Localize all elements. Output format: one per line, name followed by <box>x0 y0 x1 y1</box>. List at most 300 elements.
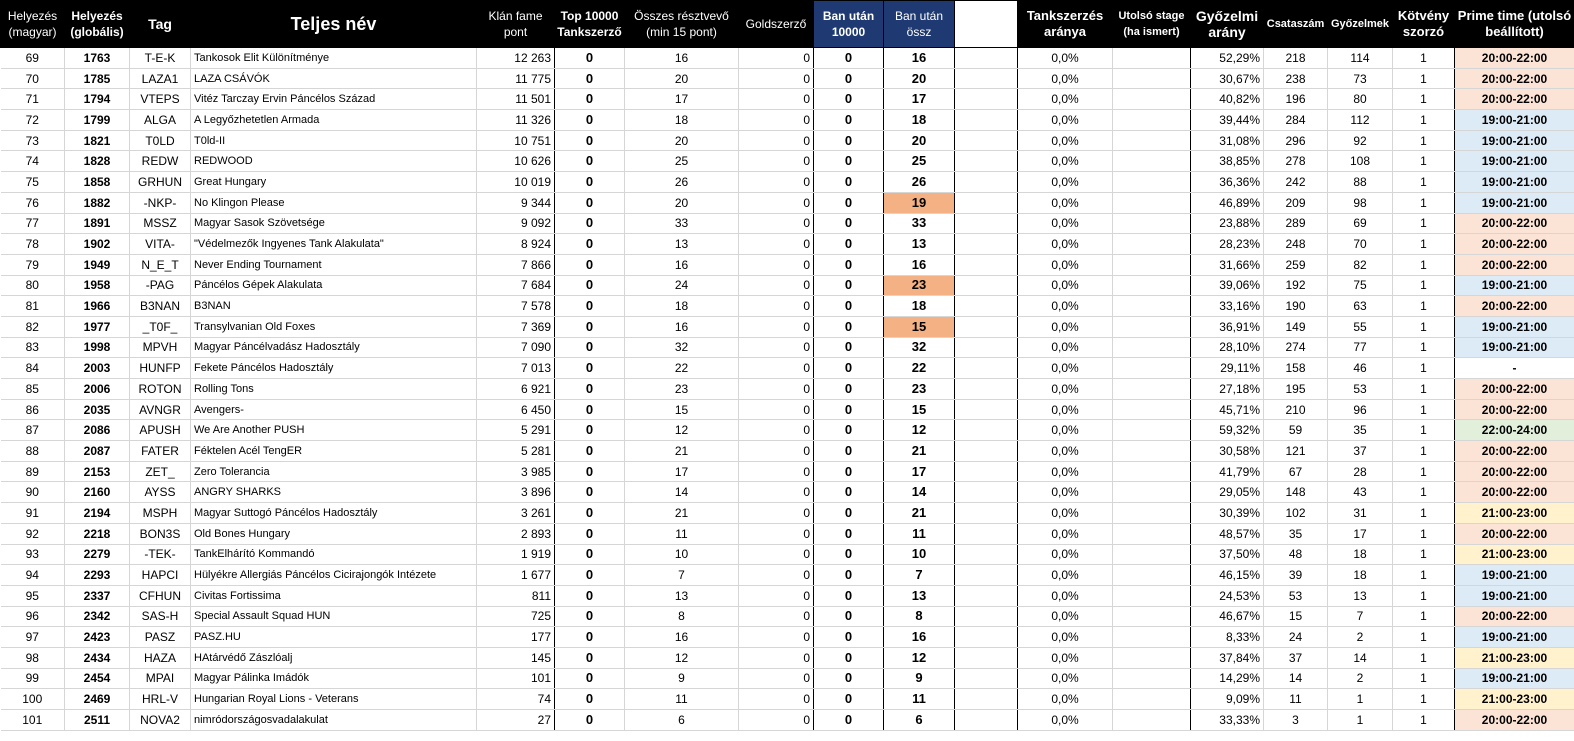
wins-cell[interactable]: 96 <box>1328 399 1393 420</box>
tank-ratio-cell[interactable]: 0,0% <box>1018 565 1113 586</box>
bond-cell[interactable]: 1 <box>1393 254 1455 275</box>
rank-hu-cell[interactable]: 83 <box>1 337 65 358</box>
tank-ratio-cell[interactable]: 0,0% <box>1018 48 1113 69</box>
participants-cell[interactable]: 6 <box>625 710 739 731</box>
table-row[interactable] <box>1 358 1574 379</box>
battles-cell[interactable]: 121 <box>1264 441 1328 462</box>
fame-cell[interactable]: 7 090 <box>477 337 555 358</box>
blank-cell[interactable] <box>955 523 1018 544</box>
top10000-cell[interactable]: 0 <box>555 482 625 503</box>
win-ratio-cell[interactable]: 30,58% <box>1191 441 1264 462</box>
bond-cell[interactable]: 1 <box>1393 523 1455 544</box>
tank-ratio-cell[interactable]: 0,0% <box>1018 420 1113 441</box>
fame-cell[interactable]: 7 578 <box>477 296 555 317</box>
rank-hu-cell[interactable]: 90 <box>1 482 65 503</box>
rank-global-cell[interactable]: 1958 <box>65 275 130 296</box>
participants-cell[interactable]: 8 <box>625 606 739 627</box>
participants-cell[interactable]: 32 <box>625 337 739 358</box>
table-row[interactable] <box>1 441 1574 462</box>
tag-cell[interactable]: AYSS <box>130 482 191 503</box>
wins-cell[interactable]: 98 <box>1328 192 1393 213</box>
ban-all-cell[interactable]: 18 <box>884 110 955 131</box>
full-name-cell[interactable]: Féktelen Acél TengER <box>191 441 477 462</box>
ban-top-cell[interactable]: 0 <box>814 482 884 503</box>
last-stage-cell[interactable] <box>1113 48 1191 69</box>
top10000-cell[interactable]: 0 <box>555 316 625 337</box>
ban-top-cell[interactable]: 0 <box>814 275 884 296</box>
last-stage-cell[interactable] <box>1113 89 1191 110</box>
full-name-cell[interactable]: T0ld-II <box>191 130 477 151</box>
tank-ratio-cell[interactable]: 0,0% <box>1018 441 1113 462</box>
top10000-cell[interactable]: 0 <box>555 668 625 689</box>
header-ban-top[interactable]: Ban után 10000 <box>814 1 884 48</box>
table-row[interactable] <box>1 606 1574 627</box>
full-name-cell[interactable]: Special Assault Squad HUN <box>191 606 477 627</box>
fame-cell[interactable]: 101 <box>477 668 555 689</box>
win-ratio-cell[interactable]: 31,08% <box>1191 130 1264 151</box>
participants-cell[interactable]: 18 <box>625 110 739 131</box>
wins-cell[interactable]: 17 <box>1328 523 1393 544</box>
full-name-cell[interactable]: Transylvanian Old Foxes <box>191 316 477 337</box>
top10000-cell[interactable]: 0 <box>555 337 625 358</box>
full-name-cell[interactable]: Magyar Páncélvadász Hadosztály <box>191 337 477 358</box>
blank-cell[interactable] <box>955 68 1018 89</box>
last-stage-cell[interactable] <box>1113 358 1191 379</box>
wins-cell[interactable]: 108 <box>1328 151 1393 172</box>
ban-top-cell[interactable]: 0 <box>814 296 884 317</box>
header-participants[interactable]: Összes résztvevő (min 15 pont) <box>625 1 739 48</box>
fame-cell[interactable]: 7 866 <box>477 254 555 275</box>
blank-cell[interactable] <box>955 585 1018 606</box>
gold-cell[interactable]: 0 <box>739 627 814 648</box>
fame-cell[interactable]: 3 896 <box>477 482 555 503</box>
gold-cell[interactable]: 0 <box>739 503 814 524</box>
ban-all-cell[interactable]: 9 <box>884 668 955 689</box>
fame-cell[interactable]: 145 <box>477 647 555 668</box>
battles-cell[interactable]: 248 <box>1264 234 1328 255</box>
participants-cell[interactable]: 10 <box>625 544 739 565</box>
win-ratio-cell[interactable]: 39,44% <box>1191 110 1264 131</box>
battles-cell[interactable]: 59 <box>1264 420 1328 441</box>
header-rank-hu[interactable]: Helyezés (magyar) <box>1 1 65 48</box>
fame-cell[interactable]: 3 261 <box>477 503 555 524</box>
prime-time-cell[interactable]: 20:00-22:00 <box>1455 482 1574 503</box>
full-name-cell[interactable]: We Are Another PUSH <box>191 420 477 441</box>
wins-cell[interactable]: 18 <box>1328 565 1393 586</box>
rank-global-cell[interactable]: 1858 <box>65 172 130 193</box>
blank-cell[interactable] <box>955 316 1018 337</box>
win-ratio-cell[interactable]: 23,88% <box>1191 213 1264 234</box>
prime-time-cell[interactable]: 20:00-22:00 <box>1455 523 1574 544</box>
bond-cell[interactable]: 1 <box>1393 647 1455 668</box>
blank-cell[interactable] <box>955 130 1018 151</box>
blank-cell[interactable] <box>955 565 1018 586</box>
tank-ratio-cell[interactable]: 0,0% <box>1018 710 1113 731</box>
tag-cell[interactable]: ZET_ <box>130 461 191 482</box>
participants-cell[interactable]: 17 <box>625 461 739 482</box>
prime-time-cell[interactable]: 20:00-22:00 <box>1455 441 1574 462</box>
tank-ratio-cell[interactable]: 0,0% <box>1018 523 1113 544</box>
wins-cell[interactable]: 13 <box>1328 585 1393 606</box>
tank-ratio-cell[interactable]: 0,0% <box>1018 172 1113 193</box>
battles-cell[interactable]: 192 <box>1264 275 1328 296</box>
bond-cell[interactable]: 1 <box>1393 399 1455 420</box>
rank-global-cell[interactable]: 1902 <box>65 234 130 255</box>
battles-cell[interactable]: 37 <box>1264 647 1328 668</box>
ban-all-cell[interactable]: 13 <box>884 585 955 606</box>
ban-all-cell[interactable]: 12 <box>884 647 955 668</box>
tag-cell[interactable]: CFHUN <box>130 585 191 606</box>
bond-cell[interactable]: 1 <box>1393 130 1455 151</box>
table-row[interactable] <box>1 192 1574 213</box>
prime-time-cell[interactable]: 21:00-23:00 <box>1455 544 1574 565</box>
gold-cell[interactable]: 0 <box>739 130 814 151</box>
blank-cell[interactable] <box>955 647 1018 668</box>
prime-time-cell[interactable]: 20:00-22:00 <box>1455 379 1574 400</box>
rank-global-cell[interactable]: 2218 <box>65 523 130 544</box>
top10000-cell[interactable]: 0 <box>555 689 625 710</box>
last-stage-cell[interactable] <box>1113 254 1191 275</box>
blank-cell[interactable] <box>955 275 1018 296</box>
prime-time-cell[interactable]: 19:00-21:00 <box>1455 337 1574 358</box>
tank-ratio-cell[interactable]: 0,0% <box>1018 337 1113 358</box>
gold-cell[interactable]: 0 <box>739 68 814 89</box>
ban-top-cell[interactable]: 0 <box>814 565 884 586</box>
blank-cell[interactable] <box>955 337 1018 358</box>
win-ratio-cell[interactable]: 27,18% <box>1191 379 1264 400</box>
participants-cell[interactable]: 20 <box>625 68 739 89</box>
tag-cell[interactable]: PASZ <box>130 627 191 648</box>
header-tag[interactable]: Tag <box>130 1 191 48</box>
top10000-cell[interactable]: 0 <box>555 710 625 731</box>
blank-cell[interactable] <box>955 379 1018 400</box>
top10000-cell[interactable]: 0 <box>555 68 625 89</box>
ban-top-cell[interactable]: 0 <box>814 647 884 668</box>
wins-cell[interactable]: 88 <box>1328 172 1393 193</box>
rank-global-cell[interactable]: 2035 <box>65 399 130 420</box>
tank-ratio-cell[interactable]: 0,0% <box>1018 585 1113 606</box>
last-stage-cell[interactable] <box>1113 544 1191 565</box>
prime-time-cell[interactable]: 20:00-22:00 <box>1455 68 1574 89</box>
full-name-cell[interactable]: Rolling Tons <box>191 379 477 400</box>
gold-cell[interactable]: 0 <box>739 482 814 503</box>
rank-hu-cell[interactable]: 92 <box>1 523 65 544</box>
ban-all-cell[interactable]: 15 <box>884 316 955 337</box>
prime-time-cell[interactable]: 20:00-22:00 <box>1455 213 1574 234</box>
last-stage-cell[interactable] <box>1113 234 1191 255</box>
tag-cell[interactable]: N_E_T <box>130 254 191 275</box>
table-row[interactable] <box>1 110 1574 131</box>
rank-hu-cell[interactable]: 98 <box>1 647 65 668</box>
fame-cell[interactable]: 3 985 <box>477 461 555 482</box>
ban-top-cell[interactable]: 0 <box>814 234 884 255</box>
tag-cell[interactable]: -TEK- <box>130 544 191 565</box>
wins-cell[interactable]: 80 <box>1328 89 1393 110</box>
wins-cell[interactable]: 112 <box>1328 110 1393 131</box>
table-row[interactable] <box>1 585 1574 606</box>
tank-ratio-cell[interactable]: 0,0% <box>1018 668 1113 689</box>
fame-cell[interactable]: 811 <box>477 585 555 606</box>
blank-cell[interactable] <box>955 503 1018 524</box>
battles-cell[interactable]: 39 <box>1264 565 1328 586</box>
fame-cell[interactable]: 6 450 <box>477 399 555 420</box>
ban-top-cell[interactable]: 0 <box>814 151 884 172</box>
battles-cell[interactable]: 48 <box>1264 544 1328 565</box>
gold-cell[interactable]: 0 <box>739 151 814 172</box>
battles-cell[interactable]: 296 <box>1264 130 1328 151</box>
gold-cell[interactable]: 0 <box>739 523 814 544</box>
tank-ratio-cell[interactable]: 0,0% <box>1018 606 1113 627</box>
gold-cell[interactable]: 0 <box>739 441 814 462</box>
bond-cell[interactable]: 1 <box>1393 192 1455 213</box>
ban-all-cell[interactable]: 33 <box>884 213 955 234</box>
rank-global-cell[interactable]: 2279 <box>65 544 130 565</box>
full-name-cell[interactable]: Magyar Sasok Szövetsége <box>191 213 477 234</box>
tag-cell[interactable]: MPVH <box>130 337 191 358</box>
tank-ratio-cell[interactable]: 0,0% <box>1018 647 1113 668</box>
last-stage-cell[interactable] <box>1113 503 1191 524</box>
battles-cell[interactable]: 274 <box>1264 337 1328 358</box>
tag-cell[interactable]: -PAG <box>130 275 191 296</box>
last-stage-cell[interactable] <box>1113 565 1191 586</box>
gold-cell[interactable]: 0 <box>739 110 814 131</box>
wins-cell[interactable]: 1 <box>1328 689 1393 710</box>
participants-cell[interactable]: 20 <box>625 130 739 151</box>
battles-cell[interactable]: 190 <box>1264 296 1328 317</box>
battles-cell[interactable]: 158 <box>1264 358 1328 379</box>
rank-global-cell[interactable]: 1763 <box>65 48 130 69</box>
win-ratio-cell[interactable]: 45,71% <box>1191 399 1264 420</box>
ban-all-cell[interactable]: 10 <box>884 544 955 565</box>
bond-cell[interactable]: 1 <box>1393 689 1455 710</box>
top10000-cell[interactable]: 0 <box>555 420 625 441</box>
last-stage-cell[interactable] <box>1113 461 1191 482</box>
fame-cell[interactable]: 11 326 <box>477 110 555 131</box>
prime-time-cell[interactable]: 20:00-22:00 <box>1455 89 1574 110</box>
fame-cell[interactable]: 9 092 <box>477 213 555 234</box>
prime-time-cell[interactable]: 22:00-24:00 <box>1455 420 1574 441</box>
bond-cell[interactable]: 1 <box>1393 420 1455 441</box>
rank-global-cell[interactable]: 1794 <box>65 89 130 110</box>
header-fame[interactable]: Klán fame pont <box>477 1 555 48</box>
battles-cell[interactable]: 284 <box>1264 110 1328 131</box>
top10000-cell[interactable]: 0 <box>555 234 625 255</box>
tag-cell[interactable]: T-E-K <box>130 48 191 69</box>
participants-cell[interactable]: 22 <box>625 358 739 379</box>
ban-all-cell[interactable]: 25 <box>884 151 955 172</box>
win-ratio-cell[interactable]: 36,91% <box>1191 316 1264 337</box>
participants-cell[interactable]: 24 <box>625 275 739 296</box>
full-name-cell[interactable]: Vitéz Tarczay Ervin Páncélos Század <box>191 89 477 110</box>
ban-all-cell[interactable]: 14 <box>884 482 955 503</box>
ban-all-cell[interactable]: 6 <box>884 710 955 731</box>
win-ratio-cell[interactable]: 38,85% <box>1191 151 1264 172</box>
last-stage-cell[interactable] <box>1113 689 1191 710</box>
prime-time-cell[interactable]: 20:00-22:00 <box>1455 254 1574 275</box>
battles-cell[interactable]: 242 <box>1264 172 1328 193</box>
rank-global-cell[interactable]: 1828 <box>65 151 130 172</box>
tag-cell[interactable]: NOVA2 <box>130 710 191 731</box>
tag-cell[interactable]: VITA- <box>130 234 191 255</box>
fame-cell[interactable]: 725 <box>477 606 555 627</box>
gold-cell[interactable]: 0 <box>739 234 814 255</box>
full-name-cell[interactable]: Hülyékre Allergiás Páncélos Cicirajongók Intézete <box>191 565 477 586</box>
gold-cell[interactable]: 0 <box>739 399 814 420</box>
bond-cell[interactable]: 1 <box>1393 585 1455 606</box>
full-name-cell[interactable]: PASZ.HU <box>191 627 477 648</box>
participants-cell[interactable]: 16 <box>625 627 739 648</box>
tank-ratio-cell[interactable]: 0,0% <box>1018 130 1113 151</box>
fame-cell[interactable]: 1 677 <box>477 565 555 586</box>
ban-all-cell[interactable]: 16 <box>884 254 955 275</box>
full-name-cell[interactable]: "Védelmezők Ingyenes Tank Alakulata" <box>191 234 477 255</box>
rank-hu-cell[interactable]: 99 <box>1 668 65 689</box>
blank-cell[interactable] <box>955 213 1018 234</box>
ban-top-cell[interactable]: 0 <box>814 254 884 275</box>
last-stage-cell[interactable] <box>1113 110 1191 131</box>
table-row[interactable] <box>1 689 1574 710</box>
tank-ratio-cell[interactable]: 0,0% <box>1018 358 1113 379</box>
participants-cell[interactable]: 11 <box>625 523 739 544</box>
gold-cell[interactable]: 0 <box>739 213 814 234</box>
rank-global-cell[interactable]: 2469 <box>65 689 130 710</box>
ban-top-cell[interactable]: 0 <box>814 192 884 213</box>
wins-cell[interactable]: 73 <box>1328 68 1393 89</box>
gold-cell[interactable]: 0 <box>739 461 814 482</box>
rank-hu-cell[interactable]: 76 <box>1 192 65 213</box>
tag-cell[interactable]: HAPCI <box>130 565 191 586</box>
rank-hu-cell[interactable]: 85 <box>1 379 65 400</box>
prime-time-cell[interactable]: 19:00-21:00 <box>1455 316 1574 337</box>
top10000-cell[interactable]: 0 <box>555 110 625 131</box>
full-name-cell[interactable]: Great Hungary <box>191 172 477 193</box>
fame-cell[interactable]: 9 344 <box>477 192 555 213</box>
fame-cell[interactable]: 8 924 <box>477 234 555 255</box>
win-ratio-cell[interactable]: 29,11% <box>1191 358 1264 379</box>
fame-cell[interactable]: 7 369 <box>477 316 555 337</box>
wins-cell[interactable]: 75 <box>1328 275 1393 296</box>
gold-cell[interactable]: 0 <box>739 420 814 441</box>
bond-cell[interactable]: 1 <box>1393 461 1455 482</box>
blank-cell[interactable] <box>955 606 1018 627</box>
last-stage-cell[interactable] <box>1113 399 1191 420</box>
tag-cell[interactable]: -NKP- <box>130 192 191 213</box>
fame-cell[interactable]: 10 751 <box>477 130 555 151</box>
fame-cell[interactable]: 5 281 <box>477 441 555 462</box>
win-ratio-cell[interactable]: 33,33% <box>1191 710 1264 731</box>
tank-ratio-cell[interactable]: 0,0% <box>1018 627 1113 648</box>
rank-hu-cell[interactable]: 101 <box>1 710 65 731</box>
rank-global-cell[interactable]: 1949 <box>65 254 130 275</box>
ban-top-cell[interactable]: 0 <box>814 316 884 337</box>
bond-cell[interactable]: 1 <box>1393 89 1455 110</box>
top10000-cell[interactable]: 0 <box>555 172 625 193</box>
blank-cell[interactable] <box>955 627 1018 648</box>
table-row[interactable] <box>1 523 1574 544</box>
full-name-cell[interactable]: Never Ending Tournament <box>191 254 477 275</box>
top10000-cell[interactable]: 0 <box>555 585 625 606</box>
rank-hu-cell[interactable]: 95 <box>1 585 65 606</box>
rank-hu-cell[interactable]: 94 <box>1 565 65 586</box>
table-row[interactable] <box>1 296 1574 317</box>
full-name-cell[interactable]: Civitas Fortissima <box>191 585 477 606</box>
table-row[interactable] <box>1 668 1574 689</box>
fame-cell[interactable]: 27 <box>477 710 555 731</box>
wins-cell[interactable]: 69 <box>1328 213 1393 234</box>
rank-global-cell[interactable]: 1785 <box>65 68 130 89</box>
rank-global-cell[interactable]: 2194 <box>65 503 130 524</box>
tank-ratio-cell[interactable]: 0,0% <box>1018 89 1113 110</box>
rank-global-cell[interactable]: 1977 <box>65 316 130 337</box>
tag-cell[interactable]: HAZA <box>130 647 191 668</box>
table-row[interactable] <box>1 399 1574 420</box>
wins-cell[interactable]: 1 <box>1328 710 1393 731</box>
rank-global-cell[interactable]: 2087 <box>65 441 130 462</box>
ban-all-cell[interactable]: 13 <box>884 234 955 255</box>
ban-top-cell[interactable]: 0 <box>814 689 884 710</box>
participants-cell[interactable]: 13 <box>625 585 739 606</box>
win-ratio-cell[interactable]: 30,39% <box>1191 503 1264 524</box>
top10000-cell[interactable]: 0 <box>555 254 625 275</box>
wins-cell[interactable]: 55 <box>1328 316 1393 337</box>
table-row[interactable] <box>1 627 1574 648</box>
participants-cell[interactable]: 20 <box>625 192 739 213</box>
blank-cell[interactable] <box>955 254 1018 275</box>
full-name-cell[interactable]: Hungarian Royal Lions - Veterans <box>191 689 477 710</box>
battles-cell[interactable]: 209 <box>1264 192 1328 213</box>
gold-cell[interactable]: 0 <box>739 275 814 296</box>
ban-all-cell[interactable]: 16 <box>884 627 955 648</box>
rank-hu-cell[interactable]: 71 <box>1 89 65 110</box>
tag-cell[interactable]: VTEPS <box>130 89 191 110</box>
battles-cell[interactable]: 259 <box>1264 254 1328 275</box>
rank-hu-cell[interactable]: 100 <box>1 689 65 710</box>
full-name-cell[interactable]: REDWOOD <box>191 151 477 172</box>
top10000-cell[interactable]: 0 <box>555 192 625 213</box>
ban-top-cell[interactable]: 0 <box>814 461 884 482</box>
fame-cell[interactable]: 177 <box>477 627 555 648</box>
gold-cell[interactable]: 0 <box>739 710 814 731</box>
full-name-cell[interactable]: LAZA CSÁVÓK <box>191 68 477 89</box>
battles-cell[interactable]: 11 <box>1264 689 1328 710</box>
tag-cell[interactable]: T0LD <box>130 130 191 151</box>
gold-cell[interactable]: 0 <box>739 192 814 213</box>
bond-cell[interactable]: 1 <box>1393 151 1455 172</box>
bond-cell[interactable]: 1 <box>1393 110 1455 131</box>
win-ratio-cell[interactable]: 40,82% <box>1191 89 1264 110</box>
rank-hu-cell[interactable]: 72 <box>1 110 65 131</box>
bond-cell[interactable]: 1 <box>1393 234 1455 255</box>
tag-cell[interactable]: AVNGR <box>130 399 191 420</box>
prime-time-cell[interactable]: 19:00-21:00 <box>1455 130 1574 151</box>
blank-cell[interactable] <box>955 544 1018 565</box>
battles-cell[interactable]: 148 <box>1264 482 1328 503</box>
gold-cell[interactable]: 0 <box>739 316 814 337</box>
rank-hu-cell[interactable]: 93 <box>1 544 65 565</box>
prime-time-cell[interactable]: 21:00-23:00 <box>1455 689 1574 710</box>
ban-all-cell[interactable]: 11 <box>884 689 955 710</box>
participants-cell[interactable]: 18 <box>625 296 739 317</box>
top10000-cell[interactable]: 0 <box>555 89 625 110</box>
tank-ratio-cell[interactable]: 0,0% <box>1018 151 1113 172</box>
bond-cell[interactable]: 1 <box>1393 441 1455 462</box>
rank-hu-cell[interactable]: 88 <box>1 441 65 462</box>
battles-cell[interactable]: 289 <box>1264 213 1328 234</box>
top10000-cell[interactable]: 0 <box>555 379 625 400</box>
top10000-cell[interactable]: 0 <box>555 399 625 420</box>
rank-hu-cell[interactable]: 89 <box>1 461 65 482</box>
last-stage-cell[interactable] <box>1113 337 1191 358</box>
